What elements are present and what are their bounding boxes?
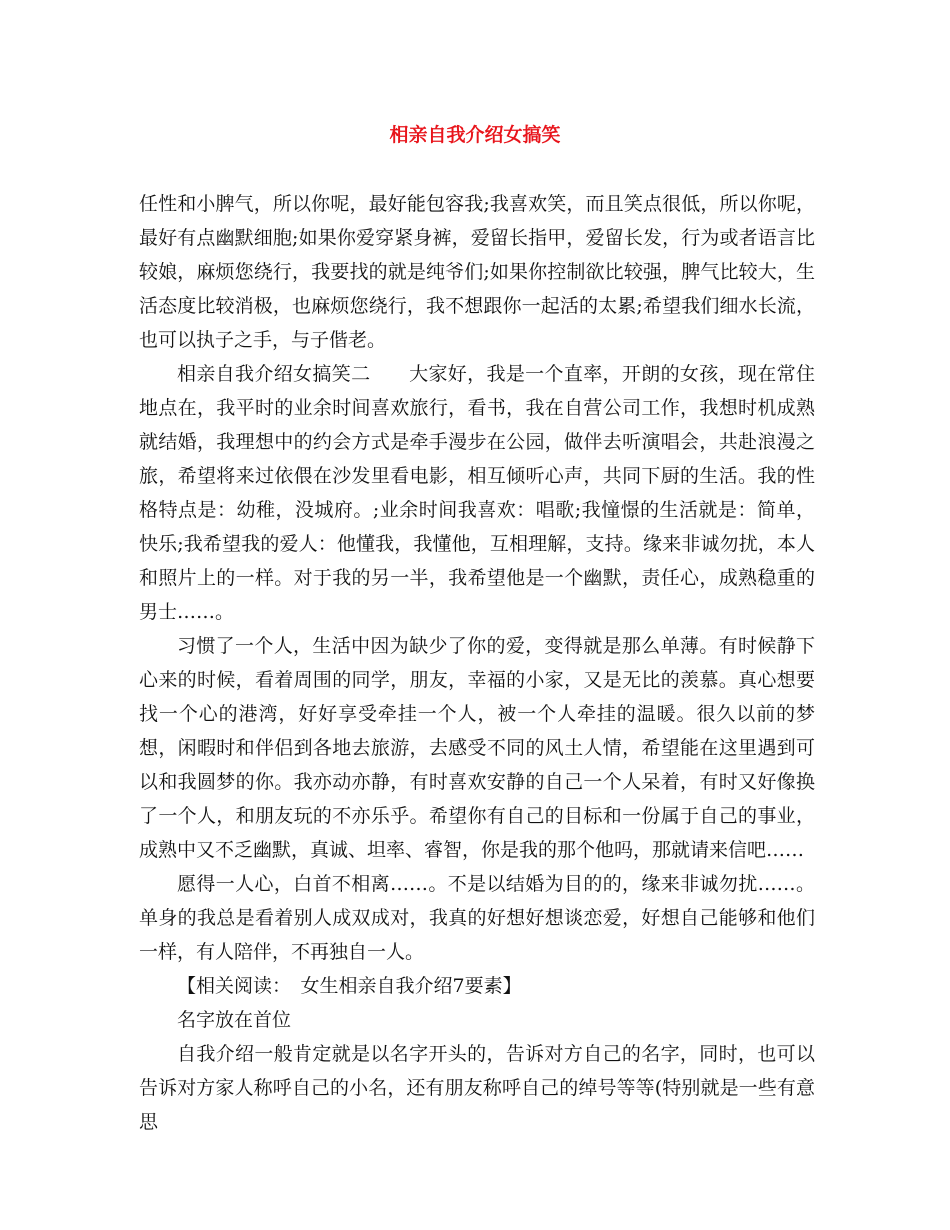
paragraph: 自我介绍一般肯定就是以名字开头的，告诉对方自己的名字，同时，也可以告诉对方家人称呼自己的小名，还有朋友称呼自己的绰号等等(特别就是一些有意思 (139, 1043, 815, 1133)
document-body (139, 187, 815, 1139)
section-heading: 名字放在首位 (177, 1009, 292, 1031)
paragraph: 任性和小脾气，所以你呢，最好能包容我;我喜欢笑，而且笑点很低，所以你呢，最好有点幽默细胞;如果你爱穿紧身裤，爱留长指甲，爱留长发，行为或者语言比较娘，麻烦您绕行，我要找的就是纯爷们;如果你控制欲比较强，脾气比较大，生活态度比较消极，也麻烦您绕行，我不想跟你一起活的太累;希望我们细水长流，也可以执子之手，与子偕老。 (139, 193, 815, 351)
paragraph: 相亲自我介绍女搞笑二 大家好，我是一个直率，开朗的女孩，现在常住地点在，我平时的业余时间喜欢旅行，看书，我在自营公司工作，我想时机成熟就结婚，我理想中的约会方式是牵手漫步在公园，做伴去听演唱会，共赴浪漫之旅，希望将来过依偎在沙发里看电影，相互倾听心声，共同下厨的生活。我的性格特点是：幼稚，没城府。;业余时间我喜欢：唱歌;我憧憬的生活就是：简单，快乐;我希望我的爱人：他懂我，我懂他，互相理解，支持。缘来非诚勿扰，本人和照片上的一样。对于我的另一半，我希望他是一个幽默，责任心，成熟稳重的男士……。 (139, 363, 815, 623)
related-reading-heading: 【相关阅读： 女生相亲自我介绍7要素】 (177, 975, 522, 997)
document-title: 相亲自我介绍女搞笑 (389, 124, 561, 146)
paragraph: 习惯了一个人，生活中因为缺少了你的爱，变得就是那么单薄。有时候静下心来的时候，看着周围的同学，朋友，幸福的小家，又是无比的羡慕。真心想要找一个心的港湾，好好享受牵挂一个人，被一个人牵挂的温暖。很久以前的梦想，闲暇时和伴侣到各地去旅游，去感受不同的风土人情，希望能在这里遇到可以和我圆梦的你。我亦动亦静，有时喜欢安静的自己一个人呆着，有时又好像换了一个人，和朋友玩的不亦乐乎。希望你有自己的目标和一份属于自己的事业，成熟中又不乏幽默，真诚、坦率、睿智，你是我的那个他吗，那就请来信吧…… (139, 635, 815, 861)
paragraph: 愿得一人心，白首不相离……。不是以结婚为目的的，缘来非诚勿扰……。单身的我总是看着别人成双成对，我真的好想好想谈恋爱，好想自己能够和他们一样，有人陪伴，不再独自一人。 (139, 873, 815, 963)
